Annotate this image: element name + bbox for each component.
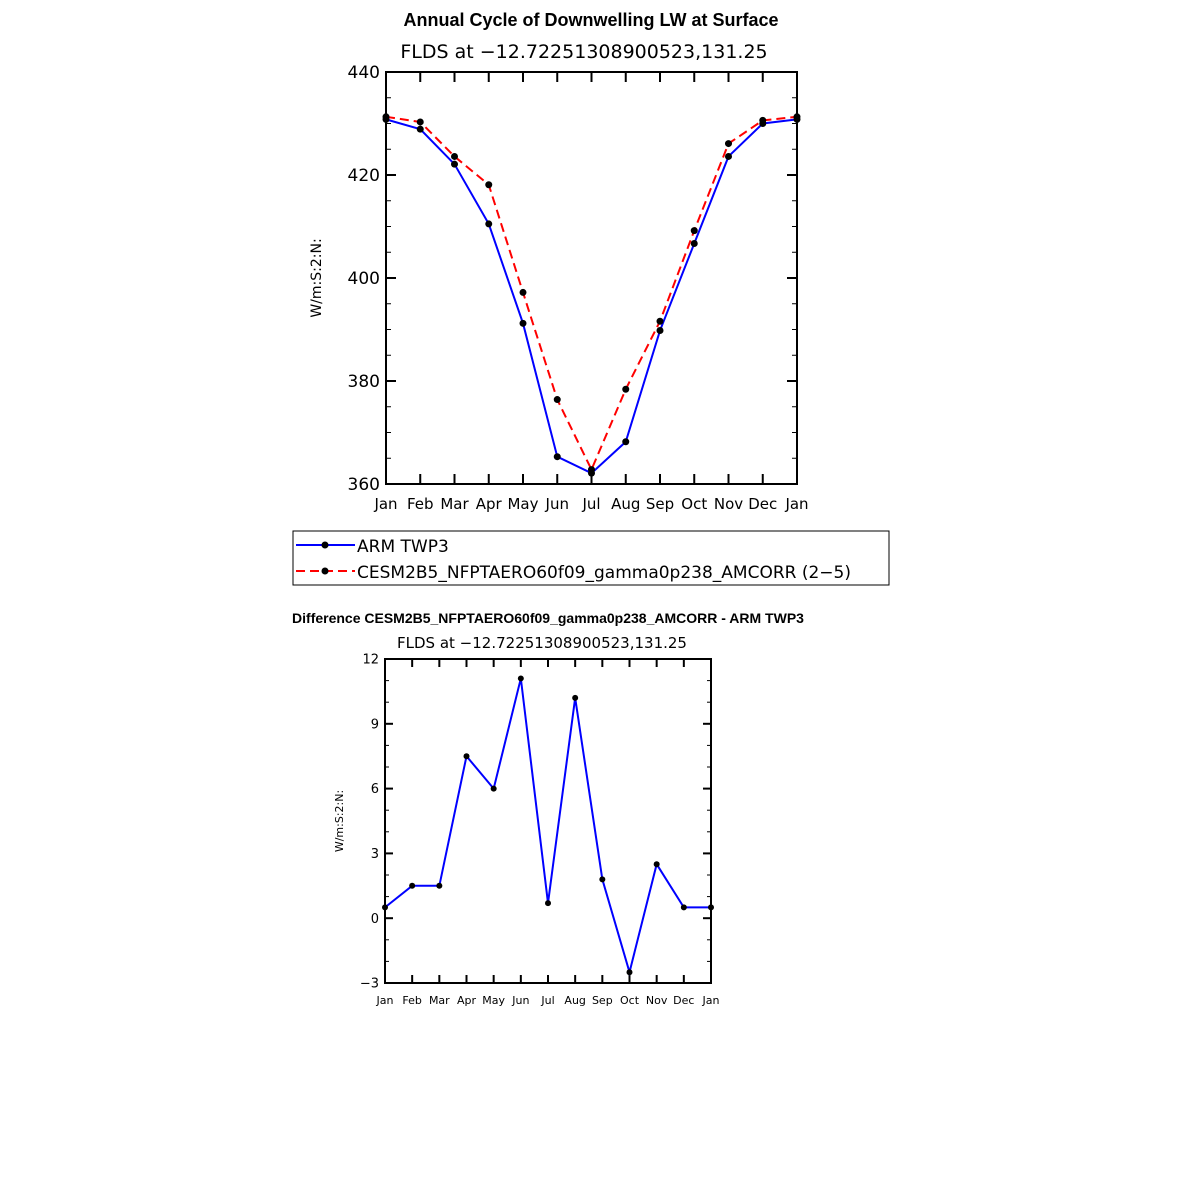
top-series-point-1 — [794, 113, 801, 120]
bottom-series-point-0 — [464, 753, 470, 759]
top-xtick-label: Apr — [475, 495, 502, 513]
top-series-point-1 — [588, 466, 595, 473]
top-xtick-label: Sep — [645, 495, 675, 513]
bottom-series-line-0 — [385, 678, 711, 972]
bottom-xtick-label: Aug — [564, 994, 586, 1007]
legend-marker-cesm — [322, 568, 329, 575]
top-series-point-1 — [691, 227, 698, 234]
top-xtick-label: Dec — [748, 495, 778, 513]
top-series-point-1 — [759, 117, 766, 124]
bottom-ytick-label: 6 — [370, 782, 379, 798]
top-xtick-label: Aug — [611, 495, 641, 513]
bottom-series-point-0 — [572, 695, 578, 701]
bottom-xtick-label: Feb — [402, 994, 422, 1007]
top-series-point-1 — [622, 386, 629, 393]
bottom-series-point-0 — [627, 969, 633, 975]
top-series-point-0 — [485, 220, 492, 227]
top-ytick-label: 440 — [347, 62, 380, 83]
top-ytick-label: 360 — [347, 474, 380, 495]
top-series-line-1 — [386, 117, 797, 470]
bottom-chart-title: Difference CESM2B5_NFPTAERO60f09_gamma0p238_AMCORR - ARM TWP3 — [292, 610, 804, 626]
bottom-series-point-0 — [491, 786, 497, 792]
top-series-point-0 — [520, 320, 527, 327]
bottom-xtick-label: Jun — [512, 994, 530, 1007]
top-chart-subtitle: FLDS at −12.72251308900523,131.25 — [400, 41, 768, 63]
bottom-xtick-label: Oct — [619, 994, 640, 1007]
top-frame — [386, 72, 797, 484]
top-series-point-0 — [417, 126, 424, 133]
bottom-ytick-label: 3 — [370, 846, 379, 862]
bottom-xtick-label: Nov — [645, 994, 668, 1007]
top-xtick-label: Mar — [440, 495, 469, 513]
bottom-xtick-label: May — [482, 994, 506, 1007]
bottom-series-point-0 — [382, 904, 388, 910]
bottom-xtick-label: Jan — [376, 994, 394, 1007]
bottom-xtick-label: Jul — [541, 994, 555, 1007]
top-series-point-0 — [657, 327, 664, 334]
legend-marker-arm — [322, 542, 329, 549]
top-series-point-0 — [622, 438, 629, 445]
bottom-chart-ylabel: W/m:S:2:N: — [333, 789, 346, 853]
legend-label-cesm: CESM2B5_NFPTAERO60f09_gamma0p238_AMCORR (2−5) — [357, 563, 852, 583]
top-ytick-label: 400 — [347, 268, 380, 289]
bottom-plot-area — [360, 653, 720, 1007]
top-series-point-1 — [520, 289, 527, 296]
bottom-series-point-0 — [681, 904, 687, 910]
top-xtick-label: Feb — [406, 495, 434, 513]
top-series-point-0 — [691, 240, 698, 247]
bottom-frame — [385, 659, 711, 983]
top-series-line-0 — [386, 119, 797, 473]
top-xtick-label: May — [507, 495, 539, 513]
top-plot-area — [348, 63, 809, 513]
top-series-point-1 — [554, 396, 561, 403]
top-series-point-0 — [554, 453, 561, 460]
top-chart-title: Annual Cycle of Downwelling LW at Surface — [403, 10, 779, 30]
bottom-series-point-0 — [518, 675, 524, 681]
top-series-point-0 — [725, 153, 732, 160]
top-series-point-1 — [657, 318, 664, 325]
top-xtick-label: Jan — [785, 495, 809, 513]
top-series-point-1 — [725, 140, 732, 147]
bottom-ytick-label: 9 — [370, 717, 379, 733]
top-xtick-label: Oct — [681, 495, 708, 513]
top-series-point-1 — [485, 181, 492, 188]
bottom-series-point-0 — [409, 883, 415, 889]
top-ytick-label: 380 — [347, 371, 380, 392]
top-chart-legend — [293, 531, 889, 585]
bottom-series-point-0 — [599, 876, 605, 882]
bottom-ytick-label: −3 — [359, 976, 379, 992]
bottom-xtick-label: Jan — [702, 994, 720, 1007]
top-series-point-1 — [383, 113, 390, 120]
bottom-series-point-0 — [708, 904, 714, 910]
bottom-xtick-label: Mar — [428, 994, 450, 1007]
top-series-point-0 — [451, 161, 458, 168]
top-series-point-1 — [451, 153, 458, 160]
top-xtick-label: Jun — [545, 495, 569, 513]
bottom-chart-subtitle: FLDS at −12.72251308900523,131.25 — [397, 634, 687, 652]
top-xtick-label: Jul — [582, 495, 601, 513]
bottom-xtick-label: Dec — [673, 994, 695, 1007]
bottom-series-point-0 — [654, 861, 660, 867]
bottom-ytick-label: 12 — [362, 652, 379, 668]
bottom-series-point-0 — [545, 900, 551, 906]
top-ytick-label: 420 — [347, 165, 380, 186]
top-xtick-label: Jan — [374, 495, 398, 513]
top-series-point-1 — [417, 118, 424, 125]
bottom-xtick-label: Apr — [456, 994, 477, 1007]
bottom-series-point-0 — [436, 883, 442, 889]
legend-label-arm: ARM TWP3 — [357, 537, 449, 557]
top-xtick-label: Nov — [713, 495, 744, 513]
bottom-xtick-label: Sep — [591, 994, 613, 1007]
top-chart-ylabel: W/m:S:2:N: — [309, 238, 325, 318]
bottom-ytick-label: 0 — [370, 911, 379, 927]
